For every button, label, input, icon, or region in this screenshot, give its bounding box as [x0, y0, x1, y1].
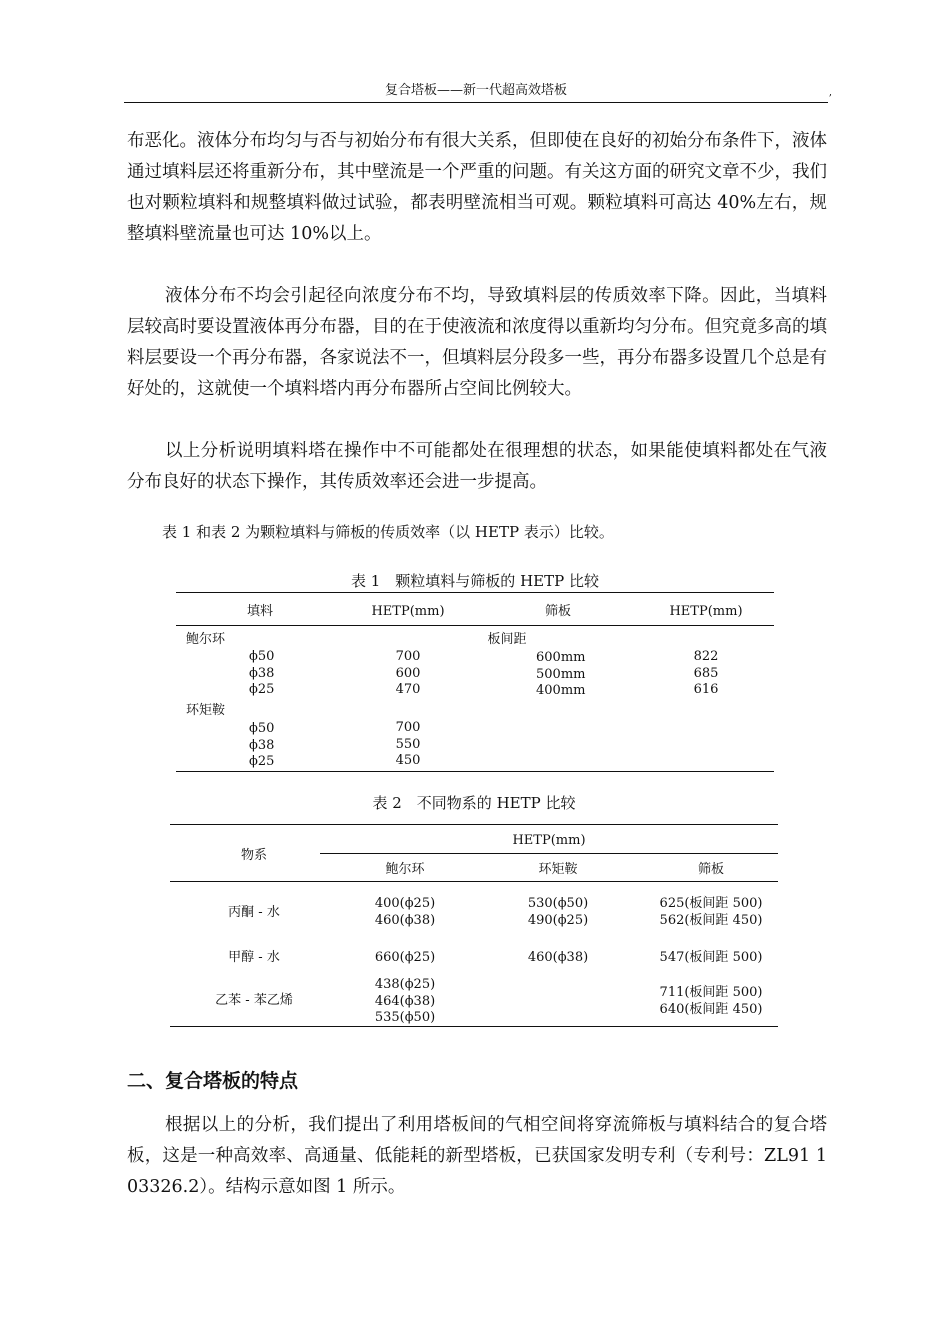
table-1-top-rule: [176, 592, 774, 593]
table-1-header-rule: [176, 625, 774, 626]
table-2-saddle: 530(ϕ50) 490(ϕ25): [527, 896, 589, 928]
table-1-pall-hetp: 700 600 470: [395, 649, 421, 697]
paragraph-conclusion: 以上分析说明填料塔在操作中不可能都处在很理想的状态，如果能使填料都处在气液分布良好的状态下操作，其传质效率还会进一步提高。: [127, 441, 827, 492]
table-1-saddle-sizes: ϕ50 ϕ38 ϕ25: [249, 721, 275, 769]
header-mark: ,: [828, 87, 832, 98]
table-2-plate: 547(板间距 500): [659, 950, 763, 965]
paragraph-wall-flow: 布恶化。液体分布均匀与否与初始分布有很大关系，但即使在良好的初始分布条件下，液体通过填料层还将重新分布，其中壁流是一个严重的问题。有关这方面的研究文章不少，我们也对颗粒填料和规整填料做过试验，都表明壁流相当可观。颗粒填料可高达 40%左右，规整填料壁流量也可达 10%以上。: [127, 131, 827, 244]
table-2-pall: 400(ϕ25) 460(ϕ38): [374, 896, 436, 928]
table-1-spacing-label: 板间距: [487, 632, 527, 647]
table-2-subheader-rule: [320, 853, 778, 854]
table-2-header-hetp: HETP(mm): [512, 833, 586, 848]
table-2-saddle: 460(ϕ38): [527, 950, 589, 965]
table-2-system: 甲醇 - 水: [228, 950, 280, 965]
paragraph-table-intro: 表 1 和表 2 为颗粒填料与筛板的传质效率（以 HETP 表示）比较。: [162, 523, 614, 541]
table-2-top-rule: [170, 824, 778, 825]
paragraph-redistribution: 液体分布不均会引起径向浓度分布不均，导致填料层的传质效率下降。因此，当填料层较高时要设置液体再分布器，目的在于使液流和浓度得以重新均匀分布。但究竟多高的填料层要设一个再分布器，各家说法不一，但填料层分段多一些，再分布器多设置几个总是有好处的，这就使一个填料塔内再分布器所占空间比例较大。: [127, 286, 827, 399]
table-2-bottom-rule: [170, 1026, 778, 1027]
table-1-plate-hetp: 822 685 616: [693, 649, 719, 697]
table-1-header-plate-hetp: HETP(mm): [669, 604, 743, 619]
table-2-system: 丙酮 - 水: [228, 905, 280, 920]
table-2-header-pall-ring: 鲍尔环: [385, 862, 425, 877]
table-1-pall-sizes: ϕ50 ϕ38 ϕ25: [249, 649, 275, 697]
table-1-group-saddle: 环矩鞍: [186, 703, 226, 718]
header-title: 复合塔板——新一代超高效塔板: [384, 83, 567, 98]
running-header: [124, 80, 832, 103]
table-1-caption: 表 1 颗粒填料与筛板的 HETP 比较: [351, 572, 599, 590]
table-2-header-system: 物系: [240, 848, 267, 863]
table-2-system: 乙苯 - 苯乙烯: [215, 993, 293, 1008]
table-2-plate: 625(板间距 500) 562(板间距 450): [659, 896, 763, 928]
table-2-header-plate: 筛板: [697, 862, 724, 877]
table-1-plate-spacing: 600mm 500mm 400mm: [536, 650, 586, 698]
table-1-header-packing: 填料: [246, 604, 273, 619]
table-2-plate: 711(板间距 500) 640(板间距 450): [659, 985, 763, 1017]
table-2-header-saddle: 环矩鞍: [538, 862, 578, 877]
table-1-header-plate: 筛板: [544, 604, 571, 619]
table-1-bottom-rule: [176, 771, 774, 772]
table-1-group-pall-ring: 鲍尔环: [186, 632, 226, 647]
table-2-pall: 438(ϕ25) 464(ϕ38) 535(ϕ50): [374, 977, 436, 1025]
table-1-header-hetp: HETP(mm): [371, 604, 445, 619]
table-2-caption: 表 2 不同物系的 HETP 比较: [372, 794, 576, 812]
section-body: 根据以上的分析，我们提出了利用塔板间的气相空间将穿流筛板与填料结合的复合塔板，这是一种高效率、高通量、低能耗的新型塔板，已获国家发明专利（专利号：ZL91 1 03326.2）。结构示意如图 1 所示。: [127, 1115, 827, 1197]
table-2-pall: 660(ϕ25): [374, 950, 436, 965]
section-heading: 二、复合塔板的特点: [127, 1070, 299, 1092]
table-2-header-rule: [170, 881, 778, 882]
table-1-saddle-hetp: 700 550 450: [395, 720, 421, 768]
